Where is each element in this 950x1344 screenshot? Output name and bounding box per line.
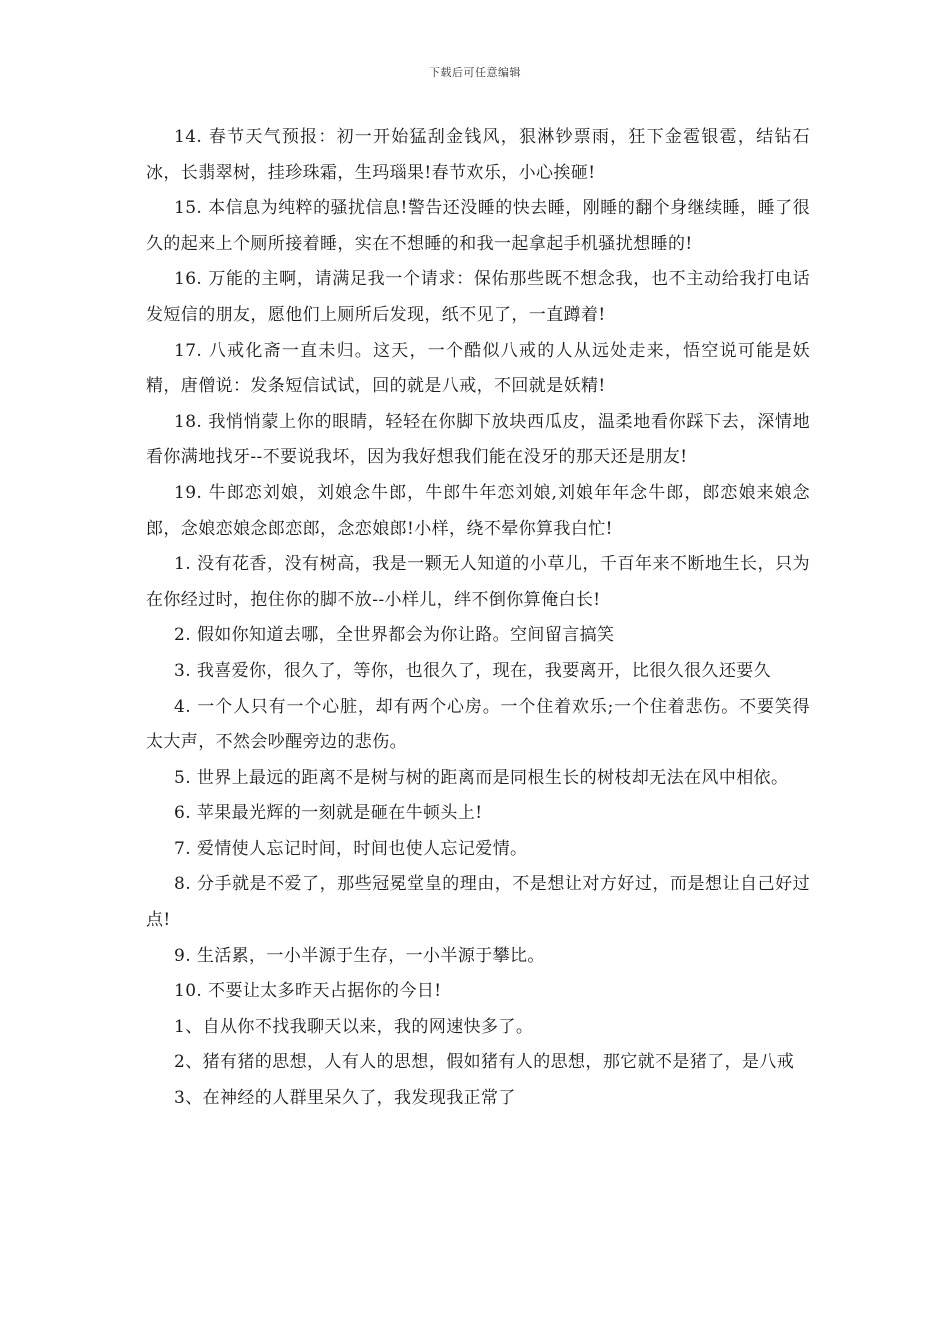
paragraph-14: 14. 春节天气预报：初一开始猛刮金钱风，狠淋钞票雨，狂下金雹银雹，结钻石冰，长翡翠树，挂珍珠霜，生玛瑙果!春节欢乐，小心挨砸! [146, 127, 810, 183]
paragraph-16: 16. 万能的主啊，请满足我一个请求：保佑那些既不想念我，也不主动给我打电话发短信的朋友，愿他们上厕所后发现，纸不见了，一直蹲着! [146, 269, 810, 325]
paragraph-2: 2. 假如你知道去哪，全世界都会为你让路。空间留言搞笑 [174, 625, 615, 646]
paragraph-7: 7. 爱情使人忘记时间，时间也使人忘记爱情。 [174, 838, 528, 859]
document-body [146, 120, 810, 1117]
paragraph-3: 3. 我喜爱你，很久了，等你，也很久了，现在，我要离开，比很久很久还要久 [174, 660, 772, 681]
paragraph-list-1: 1、自从你不找我聊天以来，我的网速快多了。 [174, 1016, 534, 1037]
paragraph-15: 15. 本信息为纯粹的骚扰信息!警告还没睡的快去睡，刚睡的翻个身继续睡，睡了很久的起来上个厕所接着睡，实在不想睡的和我一起拿起手机骚扰想睡的! [146, 198, 810, 254]
paragraph-9: 9. 生活累，一小半源于生存，一小半源于攀比。 [174, 945, 545, 966]
paragraph-4: 4. 一个人只有一个心脏，却有两个心房。一个住着欢乐;一个住着悲伤。不要笑得太大声，不然会吵醒旁边的悲伤。 [146, 696, 810, 753]
paragraph-19: 19. 牛郎恋刘娘，刘娘念牛郎，牛郎牛年恋刘娘,刘娘年年念牛郎，郎恋娘来娘念郎，念娘恋娘念郎恋郎，念恋娘郎!小样，绕不晕你算我白忙! [146, 482, 810, 539]
paragraph-list-2: 2、猪有猪的思想，人有人的思想，假如猪有人的思想，那它就不是猪了，是八戒 [174, 1052, 795, 1073]
paragraph-6: 6. 苹果最光辉的一刻就是砸在牛顿头上! [174, 803, 483, 824]
paragraph-list-3: 3、在神经的人群里呆久了，我发现我正常了 [174, 1088, 516, 1109]
paragraph-18: 18. 我悄悄蒙上你的眼睛，轻轻在你脚下放块西瓜皮，温柔地看你踩下去，深情地看你满地找牙--不要说我坏，因为我好想我们能在没牙的那天还是朋友! [146, 411, 810, 468]
paragraph-17: 17. 八戒化斋一直未归。这天，一个酷似八戒的人从远处走来，悟空说可能是妖精，唐僧说：发条短信试试，回的就是八戒，不回就是妖精! [146, 340, 810, 397]
paragraph-8: 8. 分手就是不爱了，那些冠冕堂皇的理由，不是想让对方好过，而是想让自己好过点! [146, 874, 810, 931]
paragraph-10: 10. 不要让太多昨天占据你的今日! [174, 981, 442, 1002]
page-header: 下载后可任意编辑 [429, 66, 521, 79]
paragraph-5: 5. 世界上最远的距离不是树与树的距离而是同根生长的树枝却无法在风中相依。 [174, 767, 789, 788]
paragraph-1: 1. 没有花香，没有树高，我是一颗无人知道的小草儿，千百年来不断地生长，只为在你经过时，抱住你的脚不放--小样儿，绊不倒你算俺白长! [146, 554, 810, 610]
